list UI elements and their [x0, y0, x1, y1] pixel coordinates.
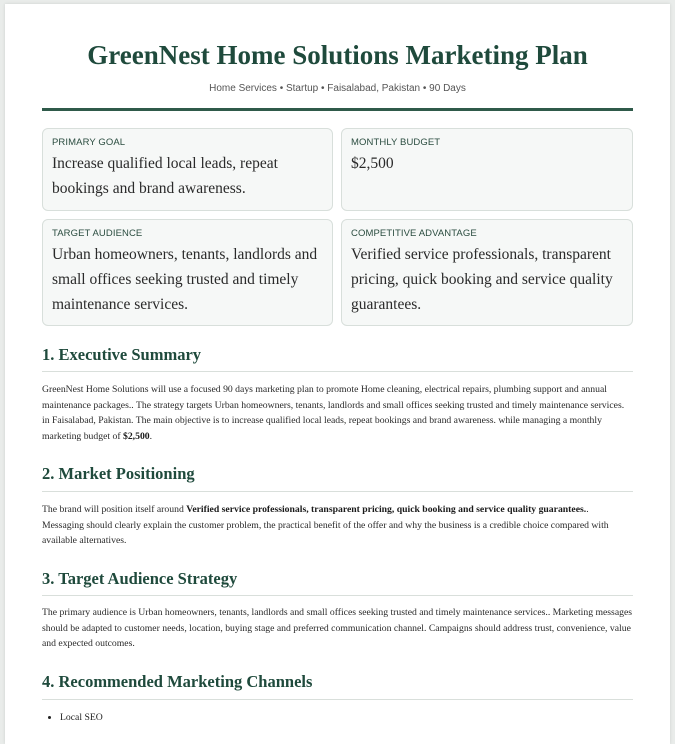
executive-summary-text	[42, 382, 633, 444]
section-heading-target-audience: 3. Target Audience Strategy	[42, 569, 238, 588]
positioning-highlight: Verified service professionals, transparent pricing, quick booking and service quality guarantees.	[186, 504, 587, 515]
list-item: • Local SEO	[60, 710, 103, 725]
card-label: MONTHLY BUDGET	[351, 137, 441, 148]
summary-text: GreenNest Home Solutions will use a focused 90 days marketing plan to promote Home cleaning, electrical repairs, plumbing support and annual maintenance packages.. The strategy targets Urban homeowners, tenants, landlords and small offices seeking trusted and timely maintenance services. in Faisalabad, Pakistan. The main objective is to increase qualified local leads, repeat bookings and brand awareness. while managing a monthly marketing budget of	[42, 384, 625, 442]
card-value: Verified service professionals, transparent pricing, quick booking and service quality guarantees.	[351, 246, 613, 313]
title-divider	[42, 108, 633, 111]
positioning-text: The brand will position itself around	[42, 504, 187, 515]
summary-budget: $2,500	[122, 430, 150, 442]
section-heading-executive-summary: 1. Executive Summary	[42, 345, 202, 364]
card-value: $2,500	[351, 155, 394, 172]
section-divider	[42, 595, 633, 596]
section-divider	[42, 491, 633, 492]
section-heading-marketing-channels: 4. Recommended Marketing Channels	[42, 672, 313, 691]
card-label: PRIMARY GOAL	[52, 137, 126, 148]
card-label: TARGET AUDIENCE	[52, 228, 143, 239]
page-subtitle: Home Services • Startup • Faisalabad, Pakistan • 90 Days	[209, 83, 466, 94]
card-value: Increase qualified local leads, repeat bookings and brand awareness.	[52, 155, 278, 197]
document-page	[5, 4, 670, 744]
card-label: COMPETITIVE ADVANTAGE	[351, 228, 477, 239]
section-divider	[42, 699, 633, 700]
market-positioning-text	[42, 502, 633, 549]
channel-list	[42, 710, 103, 725]
summary-text-end: .	[149, 430, 153, 442]
positioning-text-end: . Messaging should clearly explain the customer problem, the practical benefit of the offer and why the business is a credible choice compared with available alternatives.	[42, 504, 609, 546]
section-divider	[42, 371, 633, 372]
target-audience-text: The primary audience is Urban homeowners, tenants, landlords and small offices seeking trusted and timely maintenance services.. Marketing messages should be adapted to customer needs, location, buying stage and preferred communication channel. Campaigns should address trust, convenience, value and expected outcomes.	[42, 607, 633, 649]
page-title: GreenNest Home Solutions Marketing Plan	[87, 40, 588, 70]
card-primary-goal	[42, 128, 333, 211]
section-heading-market-positioning: 2. Market Positioning	[42, 464, 195, 483]
card-value: Urban homeowners, tenants, landlords and small offices seeking trusted and timely maintenance services.	[52, 246, 318, 313]
card-monthly-budget	[341, 128, 633, 211]
card-target-audience	[42, 219, 333, 326]
card-competitive-advantage	[341, 219, 633, 326]
